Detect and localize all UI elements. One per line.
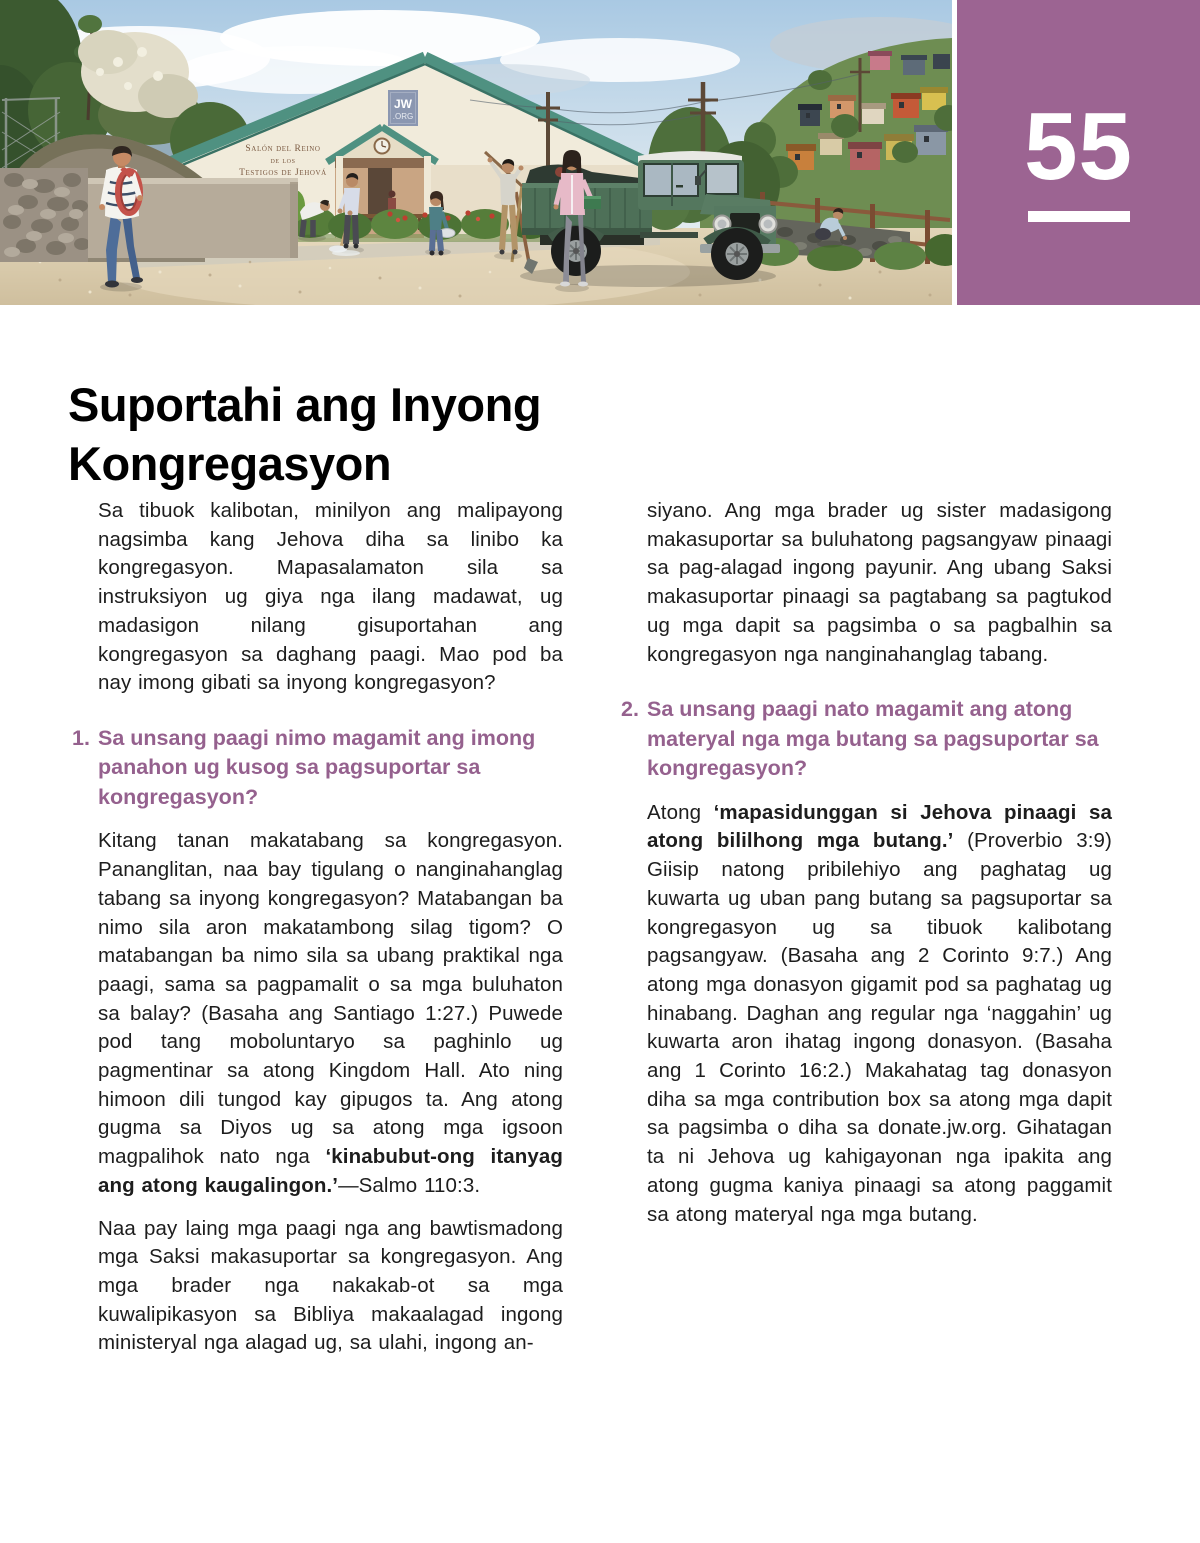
lesson-number: 55 [1024, 93, 1133, 200]
photo-scene [0, 0, 952, 305]
jw-sign-text-jw: JW [394, 97, 412, 111]
paragraph-answer-2 [647, 799, 1112, 1230]
paragraph-text: siyano. Ang mga brader ug sister madasigong makasuportar sa buluhatong pagsangyaw pinaagi sa pag-alagad ingong payunir. Ang ubang Saksi makasuportar pinaagi sa pagtabang sa pagtukod ug mga dapit sa pagsimba o sa pagbalhin sa kongregasyon nga nanginahanglag tabang. [647, 499, 1112, 666]
jw-org-sign [388, 90, 418, 126]
paragraph-text: Kitang tanan makatabang sa kongregasyon. Pananglitan, naa bay tigulang o nanginahanglag tabang sa inyong kongregasyon? Matabangan ba nimo sila aron makatambong silag tigom? O matabangan ba nimo sila sa ubang praktikal nga paagi, sama sa pagpamalit o sa mga buluhaton sa balay? (Basaha ang Santiago 1:27.) Puwede pod tang moboluntaryo sa paghinlo ug pagmentinar sa atong Kingdom Hall. Ato ning himoon dili tungod kay gipugos ta. Ang atong gugma sa Diyos ug sa atong mga igsoon magpalihok nato nga [98, 829, 563, 1169]
scripture-quote-bold: ‘kinabubut-ong itanyag ang atong kaugalingon.’ [98, 1145, 563, 1197]
page-title: Suportahi ang Inyong Kongregasyon [68, 378, 542, 491]
question-heading-2 [621, 695, 1112, 784]
paragraph-continued [647, 497, 1112, 669]
question-number: 2. [621, 697, 639, 722]
paragraph-answer-1b [98, 1215, 563, 1359]
question-text: Sa unsang paagi nimo magamit ang imong panahon ug kusog sa pagsuportar sa kongregasyon? [98, 725, 536, 809]
paragraph-answer-1 [98, 827, 563, 1200]
column-right [621, 497, 1112, 1243]
svg-text:de los: de los [270, 155, 296, 165]
paragraph-text: Sa tibuok kalibotan, minilyon ang malipayong nagsimba kang Jehova diha sa linibo ka kongregasyon. Mapasalamaton sila sa instruksiyon ug giya nga ilang madawat, ug madasigon nilang gisuportahan ang kongregasyon sa daghang paagi. Mao pod ba nay imong gibati sa inyong kongregasyon? [98, 499, 563, 695]
lesson-number-underline [1028, 211, 1130, 222]
question-text: Sa unsang paagi nato magamit ang atong materyal nga mga butang sa pagsuportar sa kongregasyon? [647, 697, 1099, 781]
kingdom-hall-photo [0, 0, 952, 305]
lesson-number-block [957, 0, 1200, 305]
jw-sign-text-org: .ORG [392, 112, 414, 121]
question-number: 1. [72, 725, 90, 750]
svg-text:Testigos de Jehová: Testigos de Jehová [239, 168, 327, 178]
paragraph-text: Naa pay laing mga paagi nga ang bawtismadong mga Saksi makasuportar sa kongregasyon. Ang mga brader nga nakakab-ot sa mga kuwalipikasyon sa Bibliya makaalagad ingong ministeryal nga alagad ug, sa ulahi, ingong an- [98, 1216, 563, 1355]
paragraph-text: Atong [647, 800, 714, 824]
paragraph-intro [98, 497, 563, 698]
scripture-reference: —Salmo 110:3. [338, 1173, 481, 1197]
column-left [72, 497, 563, 1372]
svg-text:Salón del Reino: Salón del Reino [245, 144, 321, 154]
paragraph-text: (Proverbio 3:9) Giisip natong pribilehiyo ang paghatag ug kuwarta ug uban pang butang sa pagsuportar sa kongregasyon ug sa tibuok kalibotang pagsangyaw. (Basaha ang 2 Corinto 9:7.) Ang atong mga donasyon gigamit pod sa paghatag ug hinabang. Daghan ang regular nga ‘naggahin’ ug kuwarta aron ihatag ingong donasyon. (Basaha ang 1 Corinto 16:2.) Makahatag tag donasyon diha sa mga contribution box sa atong mga dapit sa pagsimba o diha sa donate.jw.org. Gihatagan ta ni Jehova ug kahigayonan nga ipakita ang atong gugma kaniya pinaagi sa atong paggamit sa atong materyal nga mga butang. [647, 829, 1112, 1226]
scripture-quote-bold: ‘mapasidunggan si Jehova pinaagi sa atong bililhong mga butang.’ [647, 800, 1113, 853]
question-heading-1 [72, 724, 563, 813]
